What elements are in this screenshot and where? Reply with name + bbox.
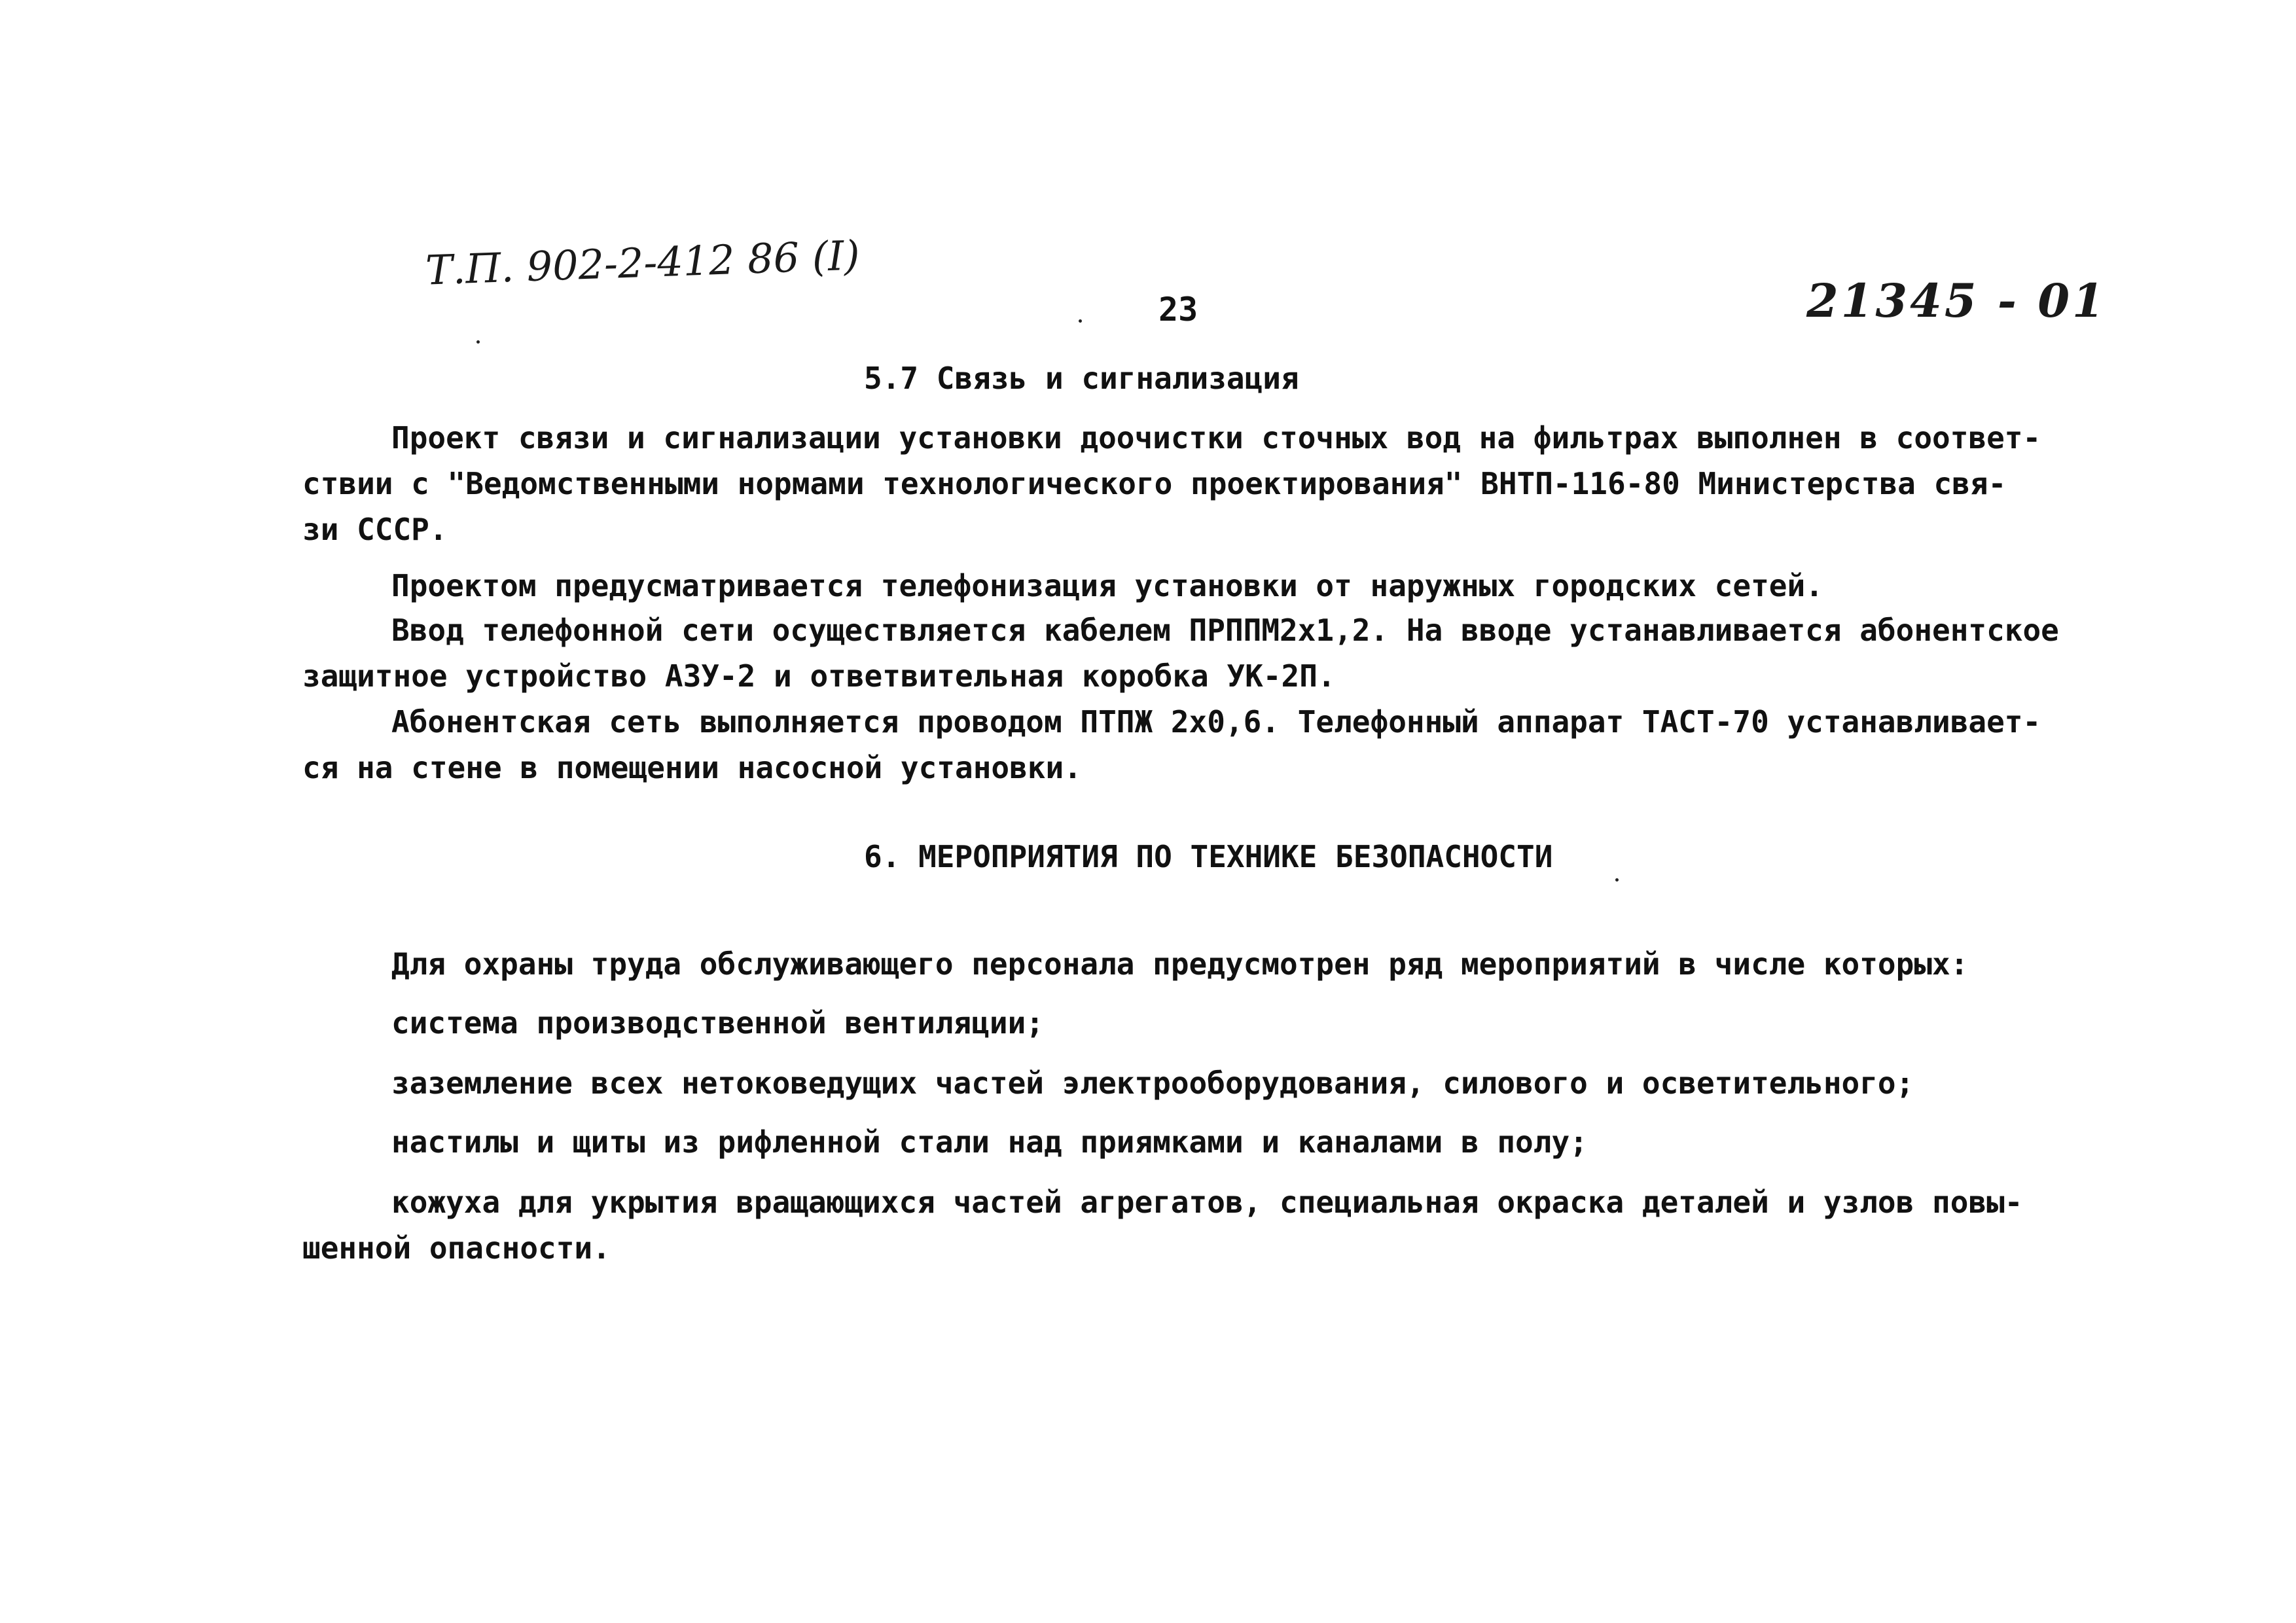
section-heading-safety: 6. МЕРОПРИЯТИЯ ПО ТЕХНИКЕ БЕЗОПАСНОСТИ bbox=[864, 839, 1553, 874]
paragraph-line: Проект связи и сигнализации установки доочистки сточных вод на фильтрах выполнен в соответ- bbox=[391, 420, 2041, 455]
paragraph-line: ствии с "Ведомственными нормами технологического проектирования" ВНТП-116-80 Министерства свя- bbox=[302, 466, 2007, 501]
paragraph-line: зи СССР. bbox=[302, 512, 448, 547]
list-item: кожуха для укрытия вращающихся частей агрегатов, специальная окраска деталей и узлов повы- bbox=[391, 1185, 2023, 1220]
list-item: Для охраны труда обслуживающего персонала предусмотрен ряд мероприятий в числе которых: bbox=[391, 946, 1969, 982]
handwritten-project-code: Т.П. 902-2-412 86 (I) bbox=[424, 231, 861, 294]
list-item: заземление всех нетоковедущих частей электрооборудования, силового и осветительного; bbox=[391, 1065, 1914, 1101]
paragraph-line: защитное устройство АЗУ-2 и ответвительная коробка УК-2П. bbox=[302, 658, 1336, 694]
paragraph-line: Абонентская сеть выполняется проводом ПТПЖ 2х0,6. Телефонный аппарат ТАСТ-70 устанавливает- bbox=[391, 704, 2041, 740]
scan-speck bbox=[1615, 878, 1619, 882]
handwritten-doc-number: 21345 - 01 bbox=[1806, 274, 2107, 328]
list-item: система производственной вентиляции; bbox=[391, 1005, 1044, 1041]
scan-speck bbox=[476, 340, 480, 344]
paragraph-line: Ввод телефонной сети осуществляется кабелем ПРППМ2х1,2. На вводе устанавливается абонентское bbox=[391, 613, 2059, 648]
list-item: настилы и щиты из рифленной стали над приямками и каналами в полу; bbox=[391, 1124, 1588, 1160]
page-number: 23 bbox=[1158, 291, 1198, 329]
scan-speck bbox=[1079, 319, 1082, 323]
section-heading-communications: 5.7 Связь и сигнализация bbox=[864, 361, 1299, 396]
paragraph-line: ся на стене в помещении насосной установки. bbox=[302, 750, 1082, 785]
list-item: шенной опасности. bbox=[302, 1230, 611, 1266]
paragraph-line: Проектом предусматривается телефонизация установки от наружных городских сетей. bbox=[391, 568, 1823, 603]
